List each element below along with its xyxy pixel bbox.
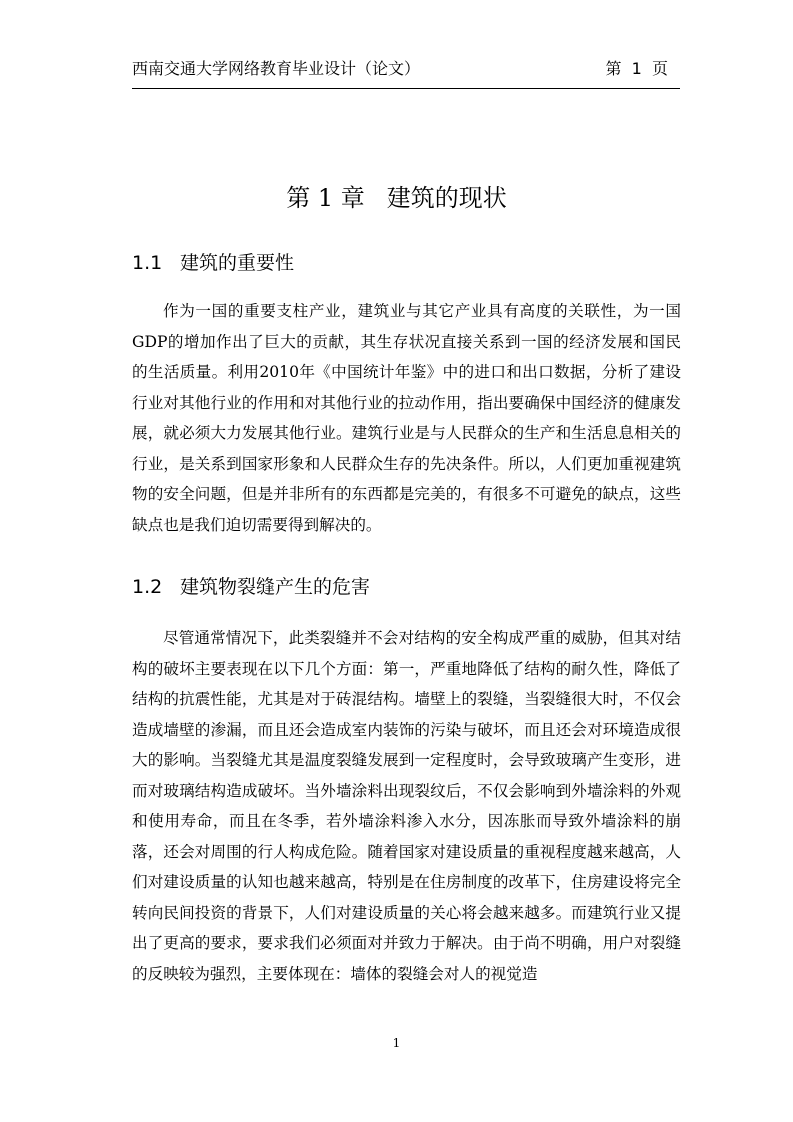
- section-heading-1-1: [132, 248, 294, 275]
- footer-page-number: 1: [392, 1036, 401, 1050]
- page-header: [132, 56, 680, 90]
- section-paragraph: 尽管通常情况下，此类裂缝并不会对结构的安全构成严重的威胁，但其对结构的破坏主要表现在以下几个方面：第一，严重地降低了结构的耐久性，降低了结构的抗震性能，尤其是对于砖混结构。墙壁上的裂缝，当裂缝很大时，不仅会造成墙壁的渗漏，而且还会造成室内装饰的污染与破坏，而且还会对环境造成很大的影响。当裂缝尤其是温度裂缝发展到一定程度时，会导致玻璃产生变形，进而对玻璃结构造成破坏。当外墙涂料出现裂纹后，不仅会影响到外墙涂料的外观和使用寿命，而且在冬季，若外墙涂料渗入水分，因冻胀而导致外墙涂料的崩落，还会对周围的行人构成危险。随着国家对建设质量的重视程度越来越高，人们对建设质量的认知也越来越高，特别是在住房制度的改革下，住房建设将完全转向民间投资的背景下，人们对建设质量的关心将会越来越多。而建筑行业又提出了更高的要求，要求我们必须面对并致力于解决。由于尚不明确，用户对裂缝的反映较为强烈，主要体现在：墙体的裂缝会对人的视觉造: [132, 629, 681, 983]
- header-title: 西南交通大学网络教育毕业设计（论文）: [132, 59, 421, 78]
- header-rule: [132, 88, 680, 89]
- header-page-label: 第 1 页: [605, 59, 668, 78]
- chapter-title: 建筑的现状: [386, 184, 507, 212]
- section-number: 1.2: [132, 576, 163, 598]
- chapter-number: 第 1 章: [286, 184, 365, 212]
- section-paragraph: 作为一国的重要支柱产业，建筑业与其它产业具有高度的关联性，为一国GDP的增加作出了巨大的贡献，其生存状况直接关系到一国的经济发展和国民的生活质量。利用2010年《中国统计年鉴》中的进口和出口数据，分析了建设行业对其他行业的作用和对其他行业的拉动作用，指出要确保中国经济的健康发展，就必须大力发展其他行业。建筑行业是与人民群众的生产和生活息息相关的行业，是关系到国家形象和人民群众生存的先决条件。所以，人们更加重视建筑物的安全问题，但是并非所有的东西都是完美的，有很多不可避免的缺点，这些缺点也是我们迫切需要得到解决的。: [132, 302, 681, 534]
- chapter-heading: [0, 178, 793, 213]
- section-heading-1-2: [132, 572, 370, 599]
- section-number: 1.1: [132, 252, 163, 274]
- section-title: 建筑的重要性: [180, 252, 295, 274]
- section-title: 建筑物裂缝产生的危害: [180, 576, 371, 598]
